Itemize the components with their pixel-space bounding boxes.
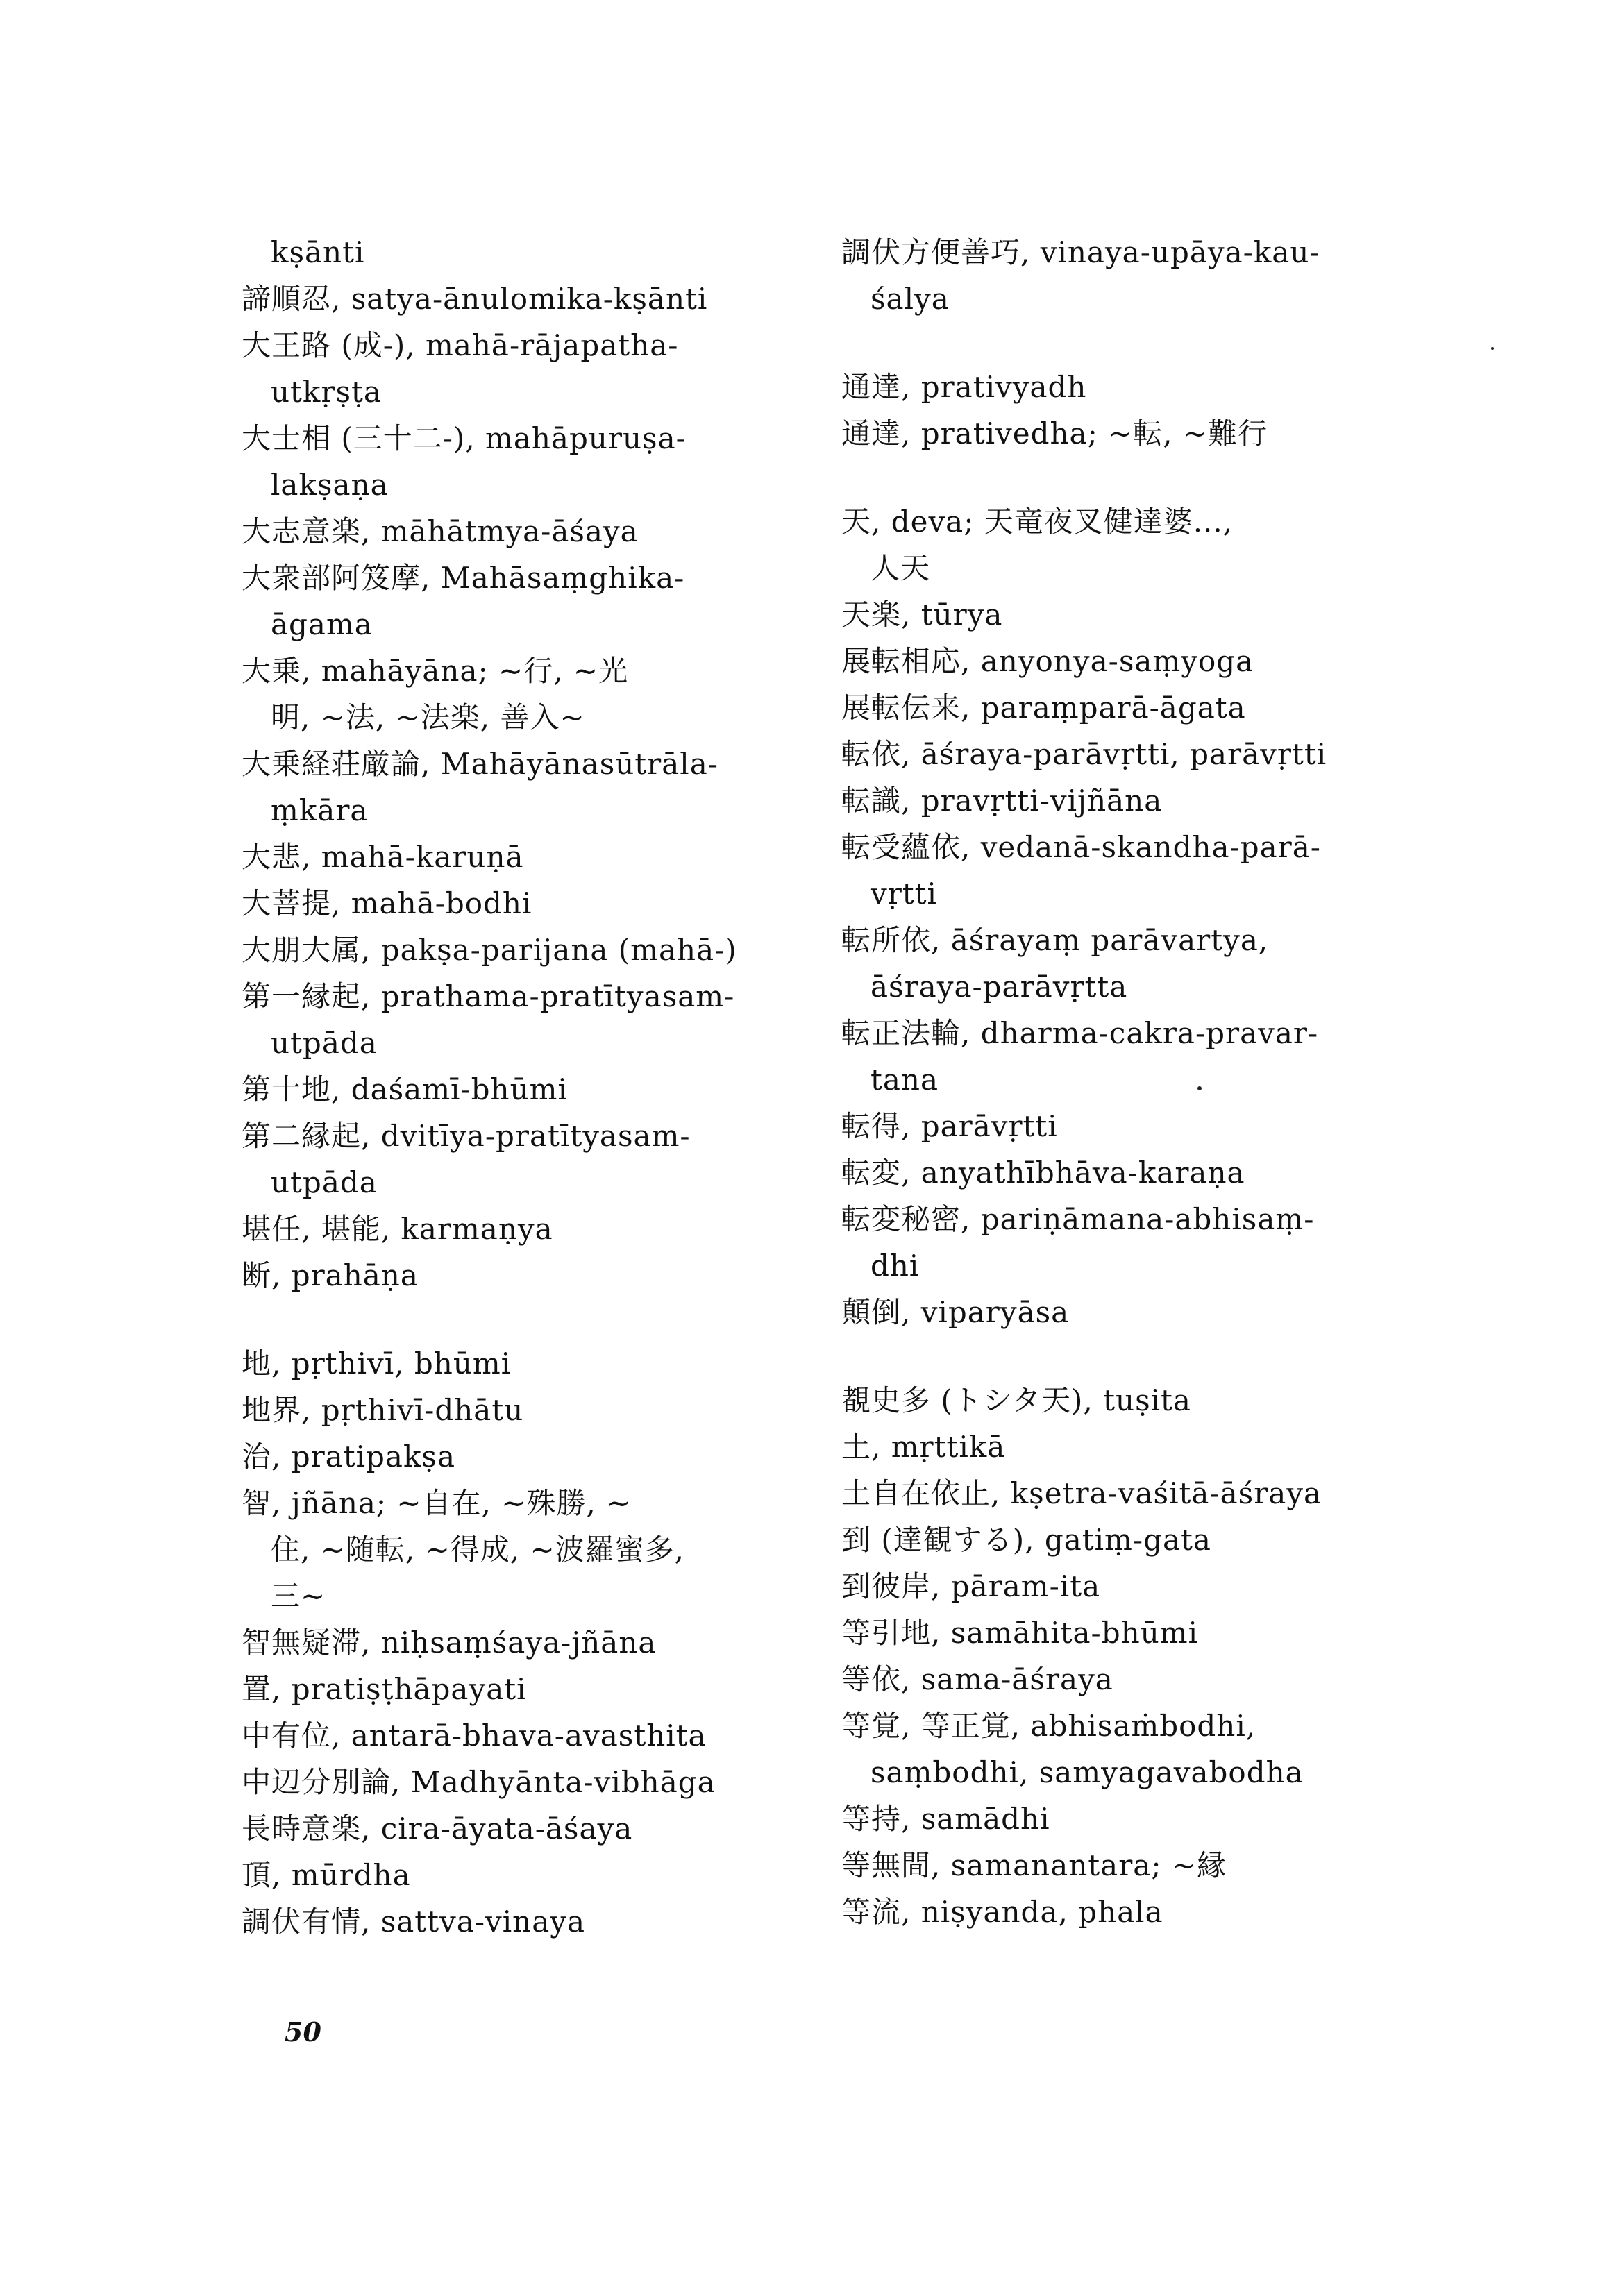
- entry-line: 三~: [271, 1579, 326, 1613]
- entry-line: 第一縁起, prathama-pratītyasam-: [242, 979, 735, 1013]
- entry-line: 転所依, āśrayaṃ parāvartya,: [841, 923, 1269, 957]
- print-speck: [1491, 347, 1494, 350]
- entry-line: 等覚, 等正覚, abhisaṁbodhi,: [841, 1709, 1256, 1743]
- entry-line: 調伏有情, sattva-vinaya: [242, 1905, 586, 1939]
- entry-line: lakṣaṇa: [271, 468, 389, 502]
- entry-line: śalya: [871, 282, 950, 316]
- entry-line: 等流, niṣyanda, phala: [841, 1895, 1163, 1929]
- entry-line: 第二縁起, dvitīya-pratītyasam-: [242, 1119, 691, 1153]
- entry-line: [841, 1335, 1397, 1377]
- entry-line: 住, ~随転, ~得成, ~波羅蜜多,: [271, 1533, 685, 1567]
- entry-line: kṣānti: [271, 235, 365, 269]
- entry-line: 断, prahāṇa: [242, 1258, 419, 1292]
- entry-line: 長時意楽, cira-āyata-āśaya: [242, 1812, 633, 1846]
- entry-line: 覩史多 (トシタ天), tuṣita: [841, 1383, 1191, 1417]
- entry-line: 治, pratipakṣa: [242, 1440, 455, 1474]
- entry-line: 地, pṛthivī, bhūmi: [242, 1347, 512, 1381]
- entry-line: 第十地, daśamī-bhūmi: [242, 1072, 568, 1106]
- entry-line: āśraya-parāvṛtta: [871, 970, 1128, 1004]
- entry-line: 転識, pravṛtti-vijñāna: [841, 784, 1163, 818]
- entry-line: 転依, āśraya-parāvṛtti, parāvṛtti: [841, 737, 1327, 771]
- entry-line: 大志意楽, māhātmya-āśaya: [242, 514, 639, 548]
- entry-line: 大悲, mahā-karuṇā: [242, 840, 524, 874]
- entry-line: dhi: [871, 1249, 920, 1283]
- entry-line: ṃkāra: [271, 793, 369, 827]
- entry-line: 大衆部阿笈摩, Mahāsaṃghika-: [242, 561, 685, 595]
- entry-line: 大乗, mahāyāna; ~行, ~光: [242, 654, 629, 688]
- entry-line: 土, mṛttikā: [841, 1430, 1006, 1464]
- entry-line: 通達, prativyadh: [841, 370, 1087, 404]
- entry-line: [841, 457, 1397, 498]
- entry-line: 顛倒, viparyāsa: [841, 1295, 1070, 1329]
- entry-line: [841, 322, 1397, 364]
- entry-line: 中有位, antarā-bhava-avasthita: [242, 1719, 707, 1753]
- entry-line: 天, deva; 天竜夜叉健達婆...,: [841, 505, 1234, 539]
- page-number: 50: [285, 2016, 321, 2048]
- right-column: [841, 229, 1397, 1935]
- entry-line: 等引地, samāhita-bhūmi: [841, 1616, 1198, 1650]
- entry-line: 智無疑滞, niḥsaṃśaya-jñāna: [242, 1626, 657, 1660]
- entry-line: 展転相応, anyonya-saṃyoga: [841, 644, 1254, 678]
- entry-line: saṃbodhi, samyagavabodha: [871, 1755, 1304, 1789]
- entry-line: vṛtti: [871, 877, 937, 911]
- left-column: [242, 229, 839, 1945]
- entry-line: āgama: [271, 607, 373, 641]
- entry-line: 大朋大属, pakṣa-parijana (mahā-): [242, 933, 737, 967]
- entry-line: 大王路 (成-), mahā-rājapatha-: [242, 328, 679, 362]
- entry-line: 大乗経荘厳論, Mahāyānasūtrāla-: [242, 747, 718, 781]
- entry-line: 中辺分別論, Madhyānta-vibhāga: [242, 1765, 716, 1799]
- entry-line: 通達, prativedha; ~転, ~難行: [841, 416, 1268, 450]
- entry-line: utpāda: [271, 1165, 378, 1199]
- entry-line: [242, 1299, 839, 1340]
- entry-line: 智, jñāna; ~自在, ~殊勝, ~: [242, 1486, 632, 1520]
- entry-line: 置, pratiṣṭhāpayati: [242, 1672, 527, 1706]
- entry-line: 地界, pṛthivī-dhātu: [242, 1393, 524, 1427]
- entry-line: 転変秘密, pariṇāmana-abhisaṃ-: [841, 1202, 1315, 1236]
- entry-line: 堪任, 堪能, karmaṇya: [242, 1212, 553, 1246]
- entry-line: 到 (達観する), gatiṃ-gata: [841, 1523, 1211, 1557]
- entry-line: 人天: [871, 551, 931, 585]
- entry-line: utpāda: [271, 1026, 378, 1060]
- entry-line: 明, ~法, ~法楽, 善入~: [271, 700, 585, 734]
- entry-line: 諦順忍, satya-ānulomika-kṣānti: [242, 282, 708, 316]
- entry-line: 転受蘊依, vedanā-skandha-parā-: [841, 830, 1321, 864]
- entry-line: 天楽, tūrya: [841, 598, 1003, 632]
- entry-line: 等持, samādhi: [841, 1802, 1050, 1836]
- entry-line: 大菩提, mahā-bodhi: [242, 886, 532, 920]
- entry-line: 頂, mūrdha: [242, 1858, 411, 1892]
- entry-line: 到彼岸, pāram-ita: [841, 1569, 1101, 1603]
- entry-line: 等依, sama-āśraya: [841, 1662, 1113, 1696]
- entry-line: tana: [871, 1063, 939, 1097]
- entry-line: 転得, parāvṛtti: [841, 1109, 1058, 1143]
- entry-line: 調伏方便善巧, vinaya-upāya-kau-: [841, 235, 1320, 269]
- entry-line: 転変, anyathībhāva-karaṇa: [841, 1156, 1245, 1190]
- print-speck: [1197, 1086, 1202, 1090]
- entry-line: 転正法輪, dharma-cakra-pravar-: [841, 1016, 1319, 1050]
- entry-line: 等無間, samanantara; ~縁: [841, 1848, 1227, 1882]
- entry-line: utkṛṣṭa: [271, 375, 382, 409]
- entry-line: 大士相 (三十二-), mahāpuruṣa-: [242, 421, 687, 455]
- entry-line: 土自在依止, kṣetra-vaśitā-āśraya: [841, 1476, 1322, 1510]
- entry-line: 展転伝来, paraṃparā-āgata: [841, 691, 1246, 725]
